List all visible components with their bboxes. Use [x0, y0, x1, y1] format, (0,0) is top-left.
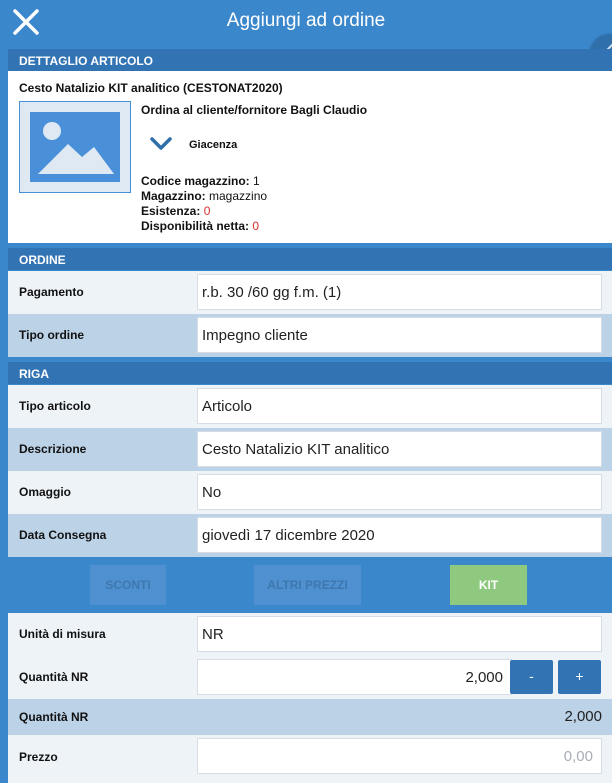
tipo-articolo-field[interactable]: Articolo	[197, 388, 602, 424]
data-consegna-field[interactable]: giovedì 17 dicembre 2020	[197, 517, 602, 553]
pagamento-field[interactable]: r.b. 30 /60 gg f.m. (1)	[197, 274, 602, 310]
pagamento-label: Pagamento	[19, 285, 84, 299]
tipo-articolo-label: Tipo articolo	[19, 399, 91, 413]
quantita-totale-label: Quantità NR	[19, 710, 89, 724]
decrement-button[interactable]: -	[510, 660, 553, 694]
omaggio-label: Omaggio	[19, 485, 72, 499]
data-consegna-label: Data Consegna	[19, 528, 107, 542]
row-omaggio	[8, 471, 612, 514]
omaggio-field[interactable]: No	[197, 474, 602, 510]
article-image	[19, 101, 131, 193]
section-riga: RIGA	[8, 362, 612, 384]
page-title: Aggiungi ad ordine	[226, 10, 386, 31]
row-pagamento	[8, 271, 612, 314]
tipo-ordine-field[interactable]: Impegno cliente	[197, 317, 602, 353]
kit-button[interactable]: KIT	[450, 565, 527, 605]
section-ordine: ORDINE	[8, 248, 612, 270]
action-button-bar	[8, 557, 612, 613]
quantita-input[interactable]: 2,000	[197, 659, 512, 695]
prezzo-field[interactable]: 0,00	[197, 738, 602, 774]
article-title: Cesto Natalizio KIT analitico (CESTONAT2020)	[19, 81, 283, 95]
article-detail-card	[8, 71, 612, 243]
giacenza-label: Giacenza	[189, 139, 238, 151]
section-dettaglio-articolo: DETTAGLIO ARTICOLO	[8, 49, 612, 71]
quantita-totale-value: 2,000	[564, 708, 602, 725]
magazzino: Magazzino: magazzino	[141, 189, 268, 203]
esistenza: Esistenza: 0	[141, 204, 211, 218]
tipo-ordine-label: Tipo ordine	[19, 328, 85, 342]
row-quantita	[8, 656, 612, 699]
unita-misura-field[interactable]: NR	[197, 616, 602, 652]
descrizione-field[interactable]: Cesto Natalizio KIT analitico	[197, 431, 602, 467]
row-tipo-ordine	[8, 314, 612, 357]
row-descrizione	[8, 428, 612, 471]
row-prezzo	[8, 735, 612, 783]
sconti-button[interactable]: SCONTI	[90, 565, 166, 605]
altri-prezzi-button[interactable]: ALTRI PREZZI	[254, 565, 361, 605]
quantita-label: Quantità NR	[19, 670, 89, 684]
row-quantita-totale	[8, 699, 612, 735]
row-unita-misura	[8, 613, 612, 656]
disponibilita-netta: Disponibilità netta: 0	[141, 219, 260, 233]
chevron-down-icon	[150, 137, 172, 151]
row-data-consegna	[8, 514, 612, 557]
unita-misura-label: Unità di misura	[19, 627, 106, 641]
order-for-customer: Ordina al cliente/fornitore Bagli Claudio	[141, 103, 368, 117]
image-placeholder-icon	[30, 112, 120, 182]
descrizione-label: Descrizione	[19, 442, 87, 456]
row-tipo-articolo	[8, 385, 612, 428]
increment-button[interactable]: +	[558, 660, 601, 694]
codice-magazzino: Codice magazzino: 1	[141, 174, 260, 188]
prezzo-label: Prezzo	[19, 750, 58, 764]
top-bar	[0, 0, 612, 44]
